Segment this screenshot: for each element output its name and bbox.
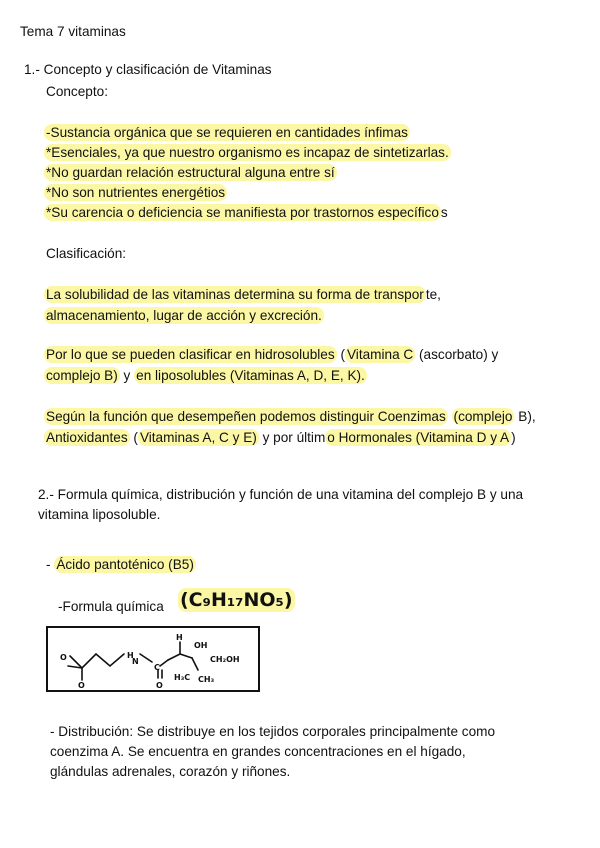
structure-chain-1 bbox=[70, 654, 124, 668]
concept-line-5: *Su carencia o deficiencia se manifiesta por trastornos específico s bbox=[46, 205, 448, 220]
paragraph-2-line-1: Por lo que se pueden clasificar en hidrosolubles ( Vitamina C (ascorbato) y bbox=[46, 347, 499, 362]
concept-line-3: *No guardan relación estructural alguna entre sí bbox=[46, 165, 335, 180]
atom-h2: H bbox=[176, 633, 183, 642]
distribution-line-2: coenzima A. Se encuentra en grandes concentraciones en el hígado, bbox=[50, 744, 466, 759]
formula-label: -Formula química bbox=[58, 599, 164, 614]
concept-line-4: *No son nutrientes energétios bbox=[46, 185, 226, 200]
atom-o1: O bbox=[60, 653, 67, 662]
concept-line-1: -Sustancia orgánica que se requieren en cantidades ínfimas bbox=[46, 125, 408, 140]
concept-label: Concepto: bbox=[46, 84, 108, 99]
structure-bond-4 bbox=[160, 660, 168, 666]
section-2-line-1: 2.- Formula química, distribución y función de una vitamina del complejo B y una bbox=[38, 487, 524, 502]
formula-handwritten: (C₉H₁₇NO₅) bbox=[180, 589, 293, 611]
atom-o3: O bbox=[156, 681, 163, 690]
atom-o2: O bbox=[78, 681, 85, 690]
group-ch2oh: CH₂OH bbox=[210, 655, 240, 664]
structure-bond-7 bbox=[168, 654, 192, 660]
group-h3c: H₃C bbox=[174, 673, 191, 682]
paragraph-3-line-1: Según la función que desempeñen podemos distinguir Coenzimas (complejo B), bbox=[46, 409, 536, 424]
atom-n1: N bbox=[132, 657, 139, 666]
section-2-line-2: vitamina liposoluble. bbox=[38, 507, 161, 522]
paragraph-1-line-1: La solubilidad de las vitaminas determina su forma de transpor te, bbox=[46, 287, 441, 302]
group-oh: OH bbox=[194, 641, 208, 650]
distribution-line-3: glándulas adrenales, corazón y riñones. bbox=[50, 764, 291, 779]
paragraph-3-line-2: Antioxidantes ( Vitaminas A, C y E) y por últim o Hormonales (Vitamina D y A ) bbox=[46, 430, 516, 445]
paragraph-2-line-2: complejo B) y en liposolubles (Vitaminas A, D, E, K). bbox=[46, 368, 365, 383]
atom-c1: C bbox=[154, 663, 160, 672]
paragraph-1-line-2: almacenamiento, lugar de acción y excreción. bbox=[46, 308, 322, 323]
concept-line-2: *Esenciales, ya que nuestro organismo es incapaz de sintetizarlas. bbox=[46, 145, 449, 160]
structure-drawing-box bbox=[46, 626, 260, 692]
classification-label: Clasificación: bbox=[46, 246, 127, 261]
doc-title: Tema 7 vitaminas bbox=[20, 24, 126, 39]
group-ch3: CH₃ bbox=[198, 675, 215, 684]
section-1-heading: 1.- Concepto y clasificación de Vitaminas bbox=[24, 62, 272, 77]
pantothenic-acid-structure bbox=[48, 628, 258, 690]
atom-h1: H bbox=[127, 651, 134, 660]
structure-bond-9 bbox=[192, 658, 198, 670]
structure-bond-3 bbox=[140, 654, 152, 662]
b5-heading: - Ácido pantoténico (B5) bbox=[46, 557, 194, 572]
distribution-line-1: - Distribución: Se distribuye en los tejidos corporales principalmente como bbox=[50, 724, 496, 739]
